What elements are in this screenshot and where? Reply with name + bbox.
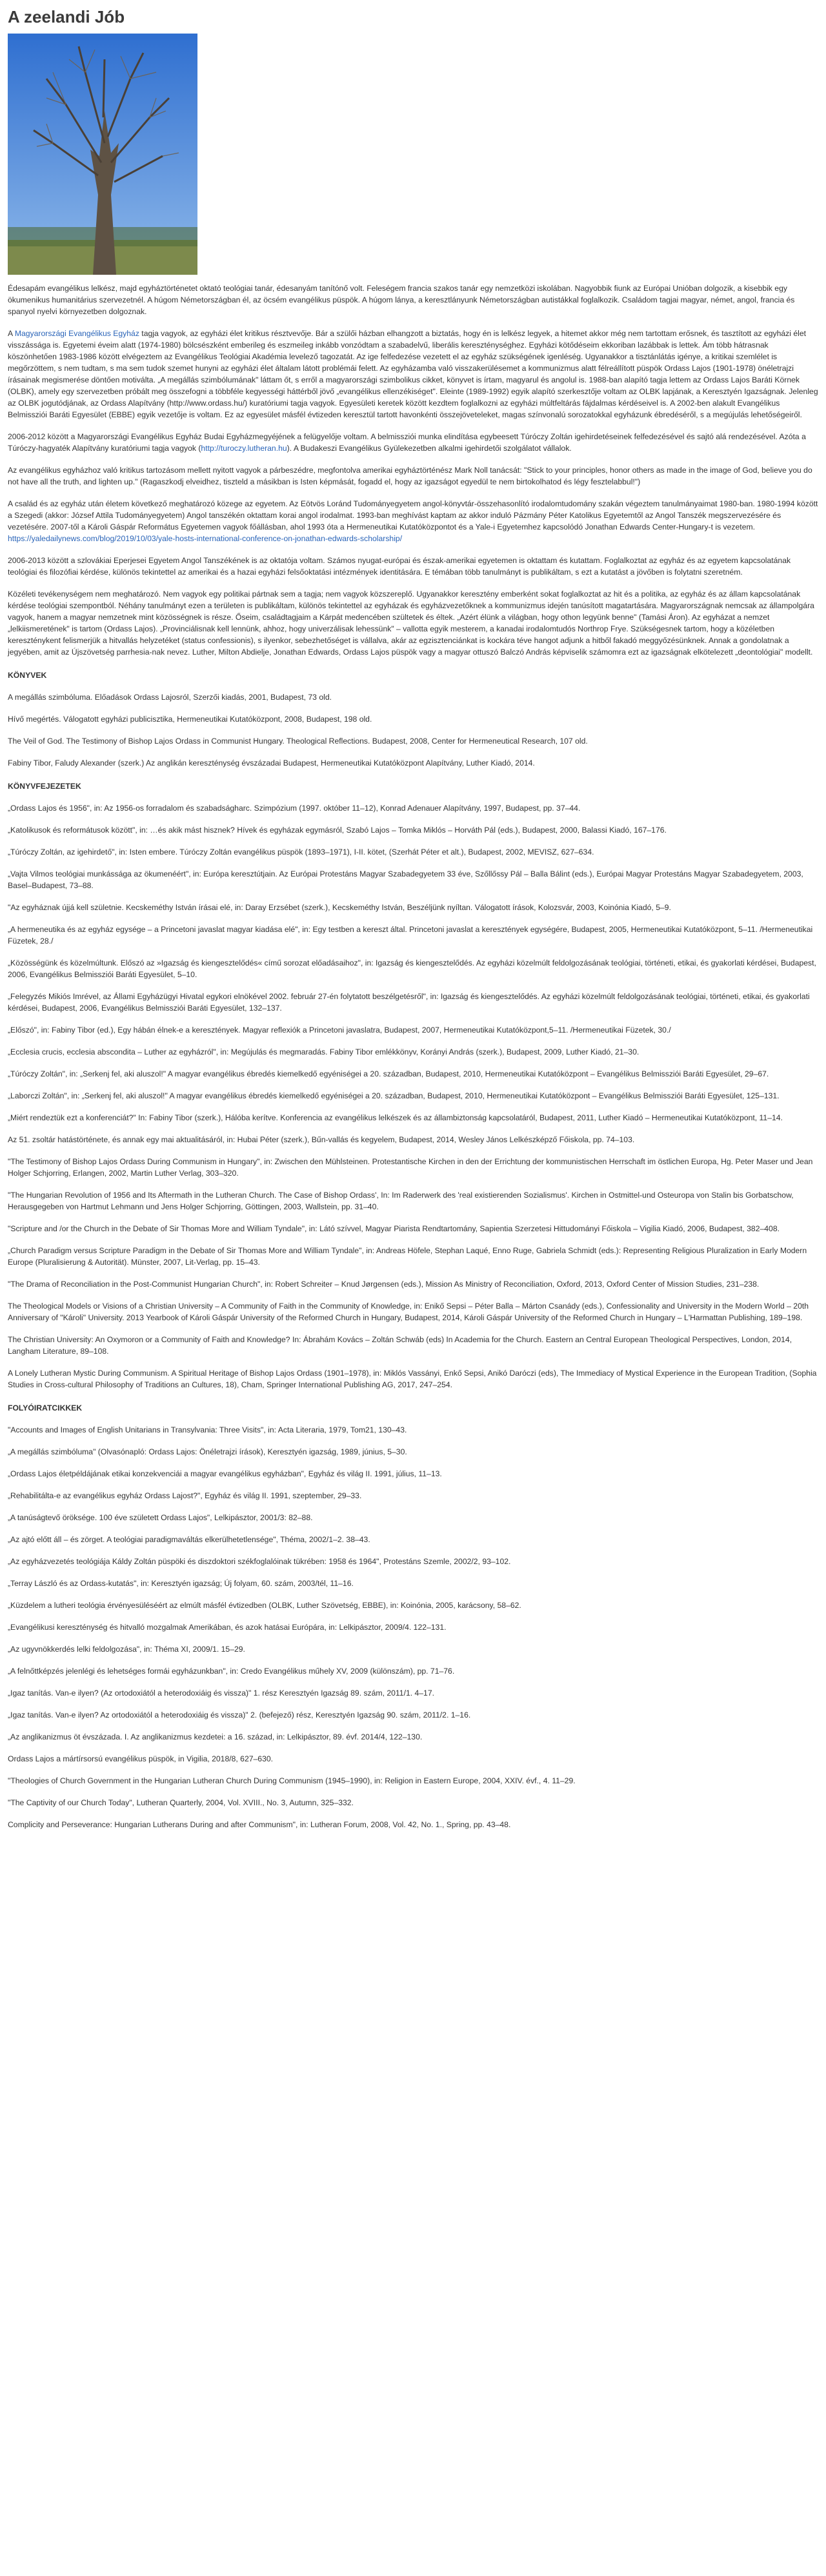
bibliography-entry: „Ecclesia crucis, ecclesia absconditа – Luther az egyházról", in: Megújulás és megmaradás. Fabiny Tibor emlékkönyv, Korányi András (szerk.), Budapest, 2009, Luther Kiadó, 21–30. [8,1047,640,1056]
bibliography-entry: „Vajta Vilmos teológiai munkássága az ökumenéért", in: Európa keresztútjain. Az Európai Protestáns Magyar Szabadegyetem 33 éve, Szőllőssy Pál – Balla Bálint (eds.), Európai Magyar Protestáns Magyar Szabadegyetem, 2003, Basel–Budapest, 73–88. [8,869,803,890]
bibliography-entry: Ordass Lajos a mártírsorsú evangélikus püspök, in Vigilia, 2018/8, 627–630. [8,1754,274,1763]
bibliography-entry: Az 51. zsoltár hatástörténete, és annak egy mai aktualitásáról, in: Hubai Péter (szerk.), Bűn-vallás és kegyelem, Budapest, 2014, Wesley János Lelkészképző Főiskola, pp. 74–103. [8,1135,635,1144]
bibliography-entry: "The Captivity of our Church Today", Lutheran Quarterly, 2004, Vol. XVIII., No. 3, Autumn, 325–332. [8,1798,354,1807]
books-list [8,691,818,769]
page-title: A zeelandi Jób [8,7,125,26]
bibliography-entry: „Igaz tanítás. Van-e ilyen? (Az ortodoxiától a heterodoxiáig és vissza)" 1. rész Keresztyén Igazság 89. szám, 2011/1. 4–17. [8,1689,434,1698]
bio-paragraph: Az evangélikus egyházhoz való kritikus tartozásom mellett nyitott vagyok a párbeszédre, megfontolva amerikai egyháztörténész Mark Noll tanácsát: "Stick to your principles, honor others as made in the image of God, believe you do not have all the truth, and lighten up." (Ragaszkodj elveidhez, tiszteld a másikban is Isten képmását, fogadd el, hogy az igazságot egyedül te nem birtokolhatod és légy fesztelabbul!") [8,466,812,486]
bibliography-entry: "Scripture and /or the Church in the Debate of Sir Thomas More and William Tyndale", in: Látó szívvel, Magyar Piarista Rendtartomány, Sapientia Szerzetesi Hittudományi Főiskola – Vigilia Kiadó, 2006, Budapest, 382–408. [8,1224,780,1233]
bibliography-entry: „Küzdelem a lutheri teológia érvényesüléséért az elmúlt másfél évtizedben (OLBK, Luther Szövetség, EBBE), in: Koinónia, 2005, karácsony, 58–62. [8,1601,521,1610]
bibliography-entry: „Laborczi Zoltán", in: „Serkenj fel, aki aluszol!" A magyar evangélikus ébredés kiemelkedő egyéniségei a 20. században, Budapest, 2010, Hermeneutikai Kutatóközpont – Evangélikus Belmissziói Baráti Egyesület, 125–131. [8,1091,780,1100]
bibliography-entry: „Katolikusok és reformátusok között", in: …és akik mást hisznek? Hívek és egyházak egymásról, Szabó Lajos – Tomka Miklós – Horváth Pál (eds.), Budapest, 2000, Balassi Kiadó, 167–176. [8,826,667,835]
bibliography-entry: "The Testimony of Bishop Lajos Ordass During Communism in Hungary", in: Zwischen den Mühlsteinen. Protestantische Kirchen in den der Errichtung der kommunistischen Herrschaft im östlichen Europa, Hg. Peter Maser und Jean Holger Schjorring, Erlangen, 2002, Martin Luther Verlag, 303–320. [8,1157,813,1178]
bibliography-entry: Hívő megértés. Válogatott egyházi publicisztika, Hermeneutikai Kutatóközpont, 2008, Budapest, 198 old. [8,715,372,724]
bibliography-entry: The Christian University: An Oxymoron or a Community of Faith and Knowledge? In: Ábrahám Kovács – Zoltán Schwáb (eds) In Academia for the Church. Eastern an Central European Theological Perspectives, London, 2014, Langham Literature, 89–108. [8,1335,792,1356]
bibliography-entry: "Az egyháznak újjá kell születnie. Kecskeméthy István írásai elé, in: Daray Erzsébet (szerk.), Kecskeméthy István, Beszéljünk nyíltan. Válogatott írások, Kolozsvár, 2003, Koinónia Kiadó, 5–9. [8,903,671,912]
bibliography-entry: Fabiny Tibor, Faludy Alexander (szerk.) Az anglikán kereszténység évszázadai Budapest, Hermeneutikai Kutatóközpont Alapítvány, Luther Kiadó, 2014. [8,758,535,768]
bibliography-entry: "The Hungarian Revolution of 1956 and Its Aftermath in the Lutheran Church. The Case of Bishop Ordass', In: Im Raderwerk des 'real existierenden Sozialismus'. Kirchen in Ostmittel-und Osteuropa von Stalin bis Gorbatschow, Herausgegeben von Hartmut Lehmann und Jens Holger Schjorring, Göttingen, 2003, Wallstein, pp. 31–40. [8,1191,794,1211]
yale-news-link[interactable]: https://yaledailynews.com/blog/2019/10/03/yale-hosts-international-conference-on-jonathan-edwards-scholarship/ [8,534,403,543]
bibliography-entry: „Az anglikanizmus öt évszázada. I. Az anglikanizmus kezdetei: a 16. század, in: Lelkipásztor, 89. évf. 2014/4, 122–130. [8,1732,423,1741]
bibliography-entry: „Terray László és az Ordass-kutatás", in: Keresztyén igazság; Új folyam, 60. szám, 2003/tél, 11–16. [8,1579,354,1588]
bibliography-entry: „Előszó", in: Fabiny Tibor (ed.), Egy hábán élnek-e a keresztények. Magyar reflexiók a Princetoni javaslatra, Budapest, 2007, Hermeneutikai Kutatóközpont,5–11. /Hermeneutikai Füzetek, 30./ [8,1025,671,1035]
bibliography-entry: The Theological Models or Visions of a Christian University – A Community of Faith in the Community of Knowledge, in: Enikő Sepsi – Péter Balla – Márton Csanády (eds.), Confessionality and University in the Modern World – 20th Anniversary of "Károli" University. 2013 Yearbook of Károli Gáspár University of the Reformed Church in Hungary, Budapest, 2014, Károli Gáspár University of the Reformed Church in Hungary – L'Harmattan Publishing, 189–198. [8,1302,809,1322]
bibliography-entry: „A felnőttképzés jelenlégi és lehetséges formái egyházunkban", in: Credo Evangélikus műhely XV, 2009 (különszám), pp. 71–76. [8,1667,455,1676]
turoczy-link[interactable]: http://turoczy.lutheran.hu [201,444,287,453]
chapters-list [8,802,818,1391]
bibliography-entry: „Church Paradigm versus Scripture Paradigm in the Debate of Sir Thomas More and William Tyndale", in: Andreas Höfele, Stephan Laqué, Enno Ruge, Gabriela Schmidt (eds.): Representing Religious Pluralization in Early Modern Europe (Pluralisierung & Autorität). Münster, 2007, Lit-Verlag, pp. 15–43. [8,1246,807,1267]
bibliography-entry: „Ordass Lajos életpéldájának etikai konzekvenciái a magyar evangélikus egyházban", Egyház és világ II. 1991, július, 11–13. [8,1469,442,1478]
bibliography-entry: „A tanúságtevő öröksége. 100 éve született Ordass Lajos", Lelkipásztor, 2001/3: 82–88. [8,1513,313,1522]
bibliography-entry: "Theologies of Church Government in the Hungarian Lutheran Church During Communism (1945–1990), in: Religion in Eastern Europe, 2004, XXIV. évf., 4. 11–29. [8,1776,576,1785]
bio-paragraph: A család és az egyház után életem következő meghatározó közege az egyetem. Az Eötvös Loránd Tudományegyetem angol-könyvtár-összehasonlító irodalomtudomány szakán végeztem tanulmányaimat 1980-ban. 1980-1994 között a Szegedi (akkor: József Attila Tudományegyetem) Angol tanszékén oktattam korai angol irodalmat. 1993-ban meghívást kaptam az akkor induló Pázmány Péter Katolikus Egyetemtől az Angol Tanszék megszervezésére és vezetésére. 2007-től a Károli Gáspár Református Egyetemen vagyok főállásban, ahol 1993 óta a Hermeneutikai Kutatóközpontot és a Yale-i Egyetemhez kapcsolódó Jonathan Edwards Center-Hungary-t is vezetem. https://yaledailynews.com/blog/2019/10/03/yale-hosts-international-conference-on-jonathan-edwards-scholarship/ [8,499,818,543]
bibliography-entry: „Az egyházvezetés teológiája Káldy Zoltán püspöki és diszdoktori székfoglalóinak tükrében: 1958 és 1964", Protestáns Szemle, 2002/2, 93–102. [8,1557,511,1566]
chapters-heading: KÖNYVFEJEZETEK [8,782,81,791]
bibliography-entry: „Az ugyvnökkerdés lelki feldolgozása", in: Théma XI, 2009/1. 15–29. [8,1645,245,1654]
bibliography-entry: „Miért rendeztük ezt a konferenciát?" In: Fabiny Tibor (szerk.), Hálóba kerítve. Konferencia az evangélikus lelkészek és az állambiztonság kapcsolatáról, Budapest, 2011, Luther Kiadó – Hermeneutikai Kutatóközpont, 11–14. [8,1113,783,1122]
bibliography-entry: A Lonely Lutheran Mystic During Communism. A Spiritual Heritage of Bishop Lajos Ordass (1901–1978), in: Miklós Vassányi, Enkő Sepsi, Anikó Daróczi (eds), The Immediacy of Mystical Experience in the European Tradition, (Sophia Studies in Cross-cultural Philosophy of Traditions an Cultures, 18), Cham, Springer International Publishing AG, 2017, 247–254. [8,1369,817,1389]
bio-section [8,282,818,658]
church-link[interactable]: Magyarországi Evangélikus Egyház [14,329,139,338]
bio-paragraph: Édesapám evangélikus lelkész, majd egyháztörténetet oktató teológiai tanár, édesanyám tanítónő volt. Feleségem francia szakos tanár egy nemzetközi iskolában. Nagyobbik fiunk az Európai Unióban dolgozik, a kisebbik egy ökumenikus humanitárius szervezetnél. A húgom Németországban él, az öcsém evangélikus püspök. A húgom lánya, a keresztlányunk Németországban autistákkal foglalkozik. Családom tagjai magyar, német, angol, francia és spanyol nyelvi környezetben dolgoznak. [8,284,795,316]
bibliography-entry: „Közösségünk és közelmúltunk. Előszó az »Igazság és kiengesztelődés« című sorozat előadásaihoz", in: Igazság és kiengesztelődés. Az egyházi közelmúlt feldolgozásának teológiai, történeti, etikai, és gyakorlati kérdései, Budapest, 2006, Evangélikus Belmissziói Baráti Egyesület, 5–10. [8,958,816,979]
bibliography-entry: „Túróczy Zoltán, az igehirdető", in: Isten embere. Túróczy Zoltán evangélikus püspök (1893–1971), I-II. kötet, (Szerhát Péter et alt.), Budapest, 2002, MEVISZ, 627–634. [8,847,594,857]
bibliography-entry: „A hermeneutika és az egyház egysége – a Princetoni javaslat magyar kiadása elé", in: Egy testben a kereszt által. Princetoni javaslat a keresztények egységére, Budapest, 2005, Hermeneutikai Kutatóközpont, 5–11. /Hermeneutikai Füzetek, 28./ [8,925,813,946]
bibliography-entry: Complicity and Perseverance: Hungarian Lutherans During and after Communism", in: Lutheran Forum, 2008, Vol. 42, No. 1., Spring, pp. 43–48. [8,1820,511,1829]
books-heading: KÖNYVEK [8,671,47,680]
bibliography-entry: „Rehabilitálta-e az evangélikus egyház Ordass Lajost?", Egyház és világ II. 1991, szeptember, 29–33. [8,1491,362,1500]
bio-paragraph: 2006-2012 között a Magyarországi Evangélikus Egyház Budai Egyházmegyéjének a felügyelője voltam. A belmissziói munka elindítása egybeesett Túróczy Zoltán igehirdetéseinek felfedezésével és sajtó alá rendezésével. Azóta a Túróczy-hagyaték Alapítvány kuratóriumi tagja vagyok (http://turoczy.lutheran.hu). A Budakeszi Evangélikus Gyülekezetben alkalmi igehirdetői szolgálatot vállalok. [8,432,806,453]
bibliography-entry: "The Drama of Reconciliation in the Post-Communist Hungarian Church", in: Robert Schreiter – Knud Jørgensen (eds.), Mission As Ministry of Reconciliation, Oxford, 2013, Oxford Center of Mission Studies, 231–238. [8,1280,760,1289]
bio-paragraph: 2006-2013 között a szlovákiai Eperjesei Egyetem Angol Tanszékének is az oktatója voltam. Számos nyugat-európai és észak-amerikai egyetemen is oktattam és kutattam. Foglalkoztat az egyház és az egyetem kapcsolatának teológiai és filozófiai kérdése, különös tekintettel az amerikai és a hazai egyházi felsőoktatási intézmények identitására. E témában több tanulmányt is publikáltam, s ezt a kutatást a jövőben is folytatni szeretném. [8,556,791,577]
portrait-photo [8,34,197,275]
articles-heading: FOLYÓIRATCIKKEK [8,1403,83,1412]
bibliography-entry: „A megállás szimbóluma" (Olvasónapló: Ordass Lajos: Önéletrajzi írások), Keresztyén igazság, 1989, június, 5–30. [8,1447,407,1456]
bibliography-entry: „Az ajtó előtt áll – és zörget. A teológiai paradigmaváltás elkerülhetetlensége", Théma, 2002/1–2. 38–43. [8,1535,370,1544]
articles-list [8,1424,818,1830]
bibliography-entry: The Veil of God. The Testimony of Bishop Lajos Ordass in Communist Hungary. Theological Reflections. Budapest, 2008, Center for Hermeneutical Research, 107 old. [8,737,588,746]
bibliography-entry: „Felegyzés Mikiós Imrével, az Állami Egyházügyi Hivatal egykori elnökével 2002. február 27-én folytatott beszélgetésről", in: Igazság és kiengesztelődés. Az egyházi közelmúlt feldolgozásának teológiai, történeti, etikai, és gyakorlati kérdései, Budapest, 2006, Evangélikus Belmissziói Baráti Egyesület, 132–137. [8,992,810,1013]
bio-paragraph: Közéleti tevékenységem nem meghatározó. Nem vagyok egy politikai pártnak sem a tagja; nem vagyok közszereplő. Ugyanakkor keresztény emberként sokat foglalkoztat az hit és a politika, az egyház és az állam kapcsolatának kérdése teológiai szempontból. Néhány tanulmányt ezen a területen is publikáltam, különös tekintettel az egyházak és egyházvezetőknek a kommunizmus idején tanúsított magatartására. Magyarországnak nemcsak az állampolgára vagyok, hanem a magyar nemzetnek mint közösségnek is része. Őseim, családtagjaim a Kárpát medencében szültetek és éltek. „Azért élünk a világban, hogy othon legyünk benne" (Tamási Áron). Az egyházat a nemzet „lelkiismeretének" is tartom (Ordass Lajos). „Provinciálisnak kell lennünk, ahhoz, hogy univerzálisak lehessünk" – vallotta egyik mesterem, a kanadai irodalomtudós Northrop Frye. Szükségesnek tartom, hogy a közéletben kereszténykent felismerjük a hitvallás helyzetéket (status confessionis), s ilyenkor, sebezhetőséget is vállalva, akár az egzisztenciánkat is kockára téve hangot adjunk a hitből fakadó meggyőzésünknek. Annak a gondolatnak a jegyében, amit az Újszövetség parrhesia-nak nevez. Luther, Milton Abdielje, Jonathan Edwards, Ordass Lajos püspök vagy a magyar ottuszó Balczó András képviselik számomra ezt az igazságnak elkötelezett „deontológiai" modellt. [8,590,814,657]
bibliography-entry: "Accounts and Images of English Unitarians in Transylvania: Three Visits", in: Acta Literaria, 1979, Tom21, 130–43. [8,1425,407,1434]
bibliography-entry: „Evangélikusi kereszténység és hitvalló mozgalmak Amerikában, és azok hatásai Európára, in: Lelkipásztor, 2009/4. 122–131. [8,1623,447,1632]
bibliography-entry: „Túróczy Zoltán", in: „Serkenj fel, aki aluszol!" A magyar evangélikus ébredés kiemelkedő egyéniségei a 20. században, Budapest, 2010, Hermeneutikai Kutatóközpont – Evangélikus Belmissziói Baráti Egyesület, 29–67. [8,1069,769,1078]
bibliography-entry: „Igaz tanítás. Van-e ilyen? Az ortodoxiától a heterodoxiáig és vissza)" 2. (befejező) rész, Keresztyén Igazság 90. szám, 2011/2. 1–16. [8,1710,471,1719]
bibliography-entry: „Ordass Lajos és 1956", in: Az 1956-os forradalom és szabadságharc. Szimpózium (1997. október 11–12), Konrad Adenauer Alapítvány, 1997, Budapest, pp. 37–44. [8,804,581,813]
bio-paragraph: A Magyarországi Evangélikus Egyház tagja vagyok, az egyházi élet kritikus résztvevője. Bár a szülői házban elhangzott a biztatás, hogy én is lelkész legyek, a hitemet akkor még nem tartottam erősnek, és tasztított az egyházi élet visszássága is. Egyetemi éveim alatt (1974-1980) bölcsészként emberileg és eszmeileg inkább vonzódtam a szabadelvű, liberális kereszténységhez. Egyházi kötődéseim ekkoriban lazábbak is lettek. Ám több hátrasnak köszönhetően 1983-1986 között elvégeztem az Evangélikus Teológiai Akadémia levelező tagozatát. Az ige felfedezése vezetett el az egyház szükségének igenléség. Ugyanakkor a tisztánlátás igénye, a kritikai szemlélet is megőrzöttem, s nem tudtam, s ma sem tudok szemet hunyni az egyházi élet általam látott problémái felett. Az egyházamba való visszakerülésemet a kommunizmus alatt félreállított püspök Ordass Lajos (1901-1978) önéletrajzi írásainak megismerése döntően motiválta. „A megállás szimbólumának" láttam őt, s erről a magyarországi szimbolikus cikket, könyvet is írtam, magyarul és angolul is. 1988-ban alapító tagja lettem az Ordass Lajos Baráti Körnek (OLBK), amely egy szervezetben próbált meg összefogni a többféle kegyességi háttérből jövő „evangélikus ellenzékiséget". Eleinte (1989-1992) egyik alapító szerkesztője voltam az OLBK lapjának, a Keresztyén Igazságnak. Jelenleg az OLBK jogutódjának, az Ordass Alapítvány (http://www.ordass.hu/) kuratóriumi tagja vagyok. Egyesületi keretek között kezdtem foglalkozni az egyházi múltfeltárás fájdalmas kérdéseivel is. A 2002-ben alakult Evangélikus Belmissziói Baráti Egyesület (EBBE) egyik vezetője is voltam. Ez az egyesület másfél évtizeden keresztül tartott havonkénti összejöveteleket, magas színvonalú sorozatokkal egyházunk ébredéséről, s a megújulás lehetőségeiről. [8,329,818,419]
bibliography-entry: A megállás szimbóluma. Előadások Ordass Lajosról, Szerzői kiadás, 2001, Budapest, 73 old. [8,693,332,702]
